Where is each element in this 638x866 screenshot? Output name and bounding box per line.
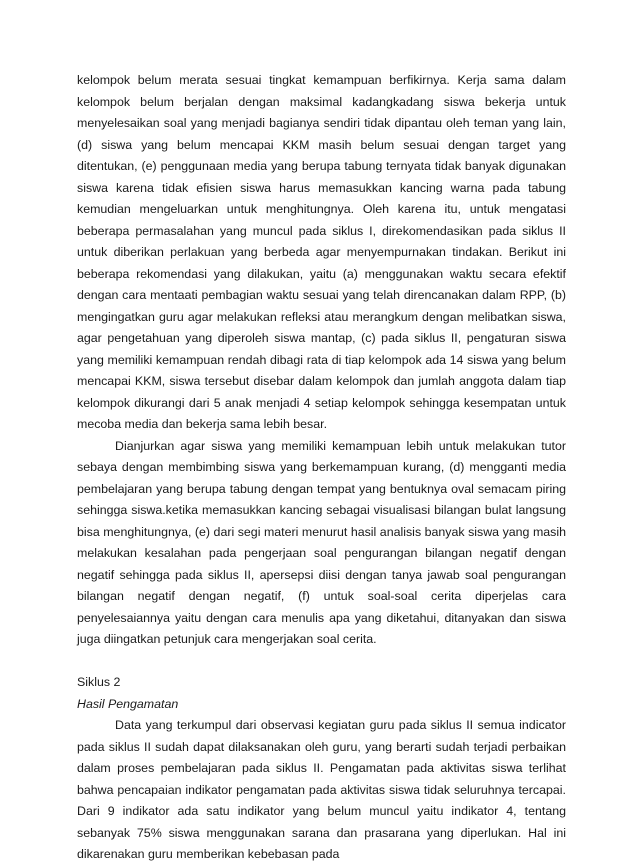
body-paragraph-1: kelompok belum merata sesuai tingkat kemampuan berfikirnya. Kerja sama dalam kelompok belum berjalan dengan maksimal kadangkadang siswa bekerja untuk menyelesaikan soal yang menjadi bagianya sendiri tidak dipantau oleh teman yang lain, (d) siswa yang belum mencapai KKM masih belum sesuai dengan target yang ditentukan, (e) penggunaan media yang berupa tabung ternyata tidak banyak digunakan siswa karena tidak efisien siswa harus memasukkan kancing warna pada tabung kemudian mengeluarkan untuk menghitungnya. Oleh karena itu, untuk mengatasi beberapa permasalahan yang muncul pada siklus I, direkomendasikan pada siklus II untuk diberikan perlakuan yang berbeda agar menyempurnakan tindakan. Berikut ini beberapa rekomendasi yang dilakukan, yaitu (a) menggunakan waktu secara efektif dengan cara mentaati pembagian waktu sesuai yang telah direncanakan dalam RPP, (b) mengingatkan guru agar melakukan refleksi atau merangkum dengan melibatkan siswa, agar pengetahuan yang diperoleh siswa mantap, (c) pada siklus II, pengaturan siswa yang memiliki kemampuan rendah dibagi rata di tiap kelompok ada 14 siswa yang belum mencapai KKM, siswa tersebut disebar dalam kelompok dan jumlah anggota dalam tiap kelompok dikurangi dari 5 anak menjadi 4 setiap kelompok sehingga kesempatan untuk mecoba media dan bekerja sama lebih besar. [77,73,566,431]
body-paragraph-2: Dianjurkan agar siswa yang memiliki kemampuan lebih untuk melakukan tutor sebaya dengan membimbing siswa yang berkemampuan kurang, (d) mengganti media pembelajaran yang berupa tabung dengan tempat yang bentuknya oval semacam piring sehingga siswa.ketika memasukkan kancing sebagai visualisasi bilangan bulat langsung bisa menghitungnya, (e) dari segi materi menurut hasil analisis banyak siswa yang masih melakukan kesalahan pada pengerjaan soal pengurangan bilangan negatif dengan negatif sehingga pada siklus II, apersepsi diisi dengan tanya jawab soal pengurangan bilangan negatif dengan negatif, (f) untuk soal-soal cerita diperjelas cara penyelesaiannya yaitu dengan cara menulis apa yang diketahui, ditanyakan dan siswa juga diingatkan petunjuk cara mengerjakan soal cerita. [77,438,566,646]
paragraph-spacer [77,651,566,673]
section-heading: Siklus 2 [77,675,121,689]
subsection-heading: Hasil Pengamatan [77,696,179,711]
body-paragraph-3: Data yang terkumpul dari observasi kegiatan guru pada siklus II semua indicator pada siklus II sudah dapat dilaksanakan oleh guru, yang berarti sudah terjadi perbaikan dalam proses pembelajaran pada siklus II. Pengamatan pada aktivitas siswa terlihat bahwa pencapaian indikator pengamatan pada aktivitas siswa tidak seluruhnya tercapai. Dari 9 indikator ada satu indikator yang belum muncul yaitu indikator 4, tentang sebanyak 75% siswa menggunakan sarana dan prasarana yang diperlukan. Hal ini dikarenakan guru memberikan kebebasan pada [77,718,566,861]
